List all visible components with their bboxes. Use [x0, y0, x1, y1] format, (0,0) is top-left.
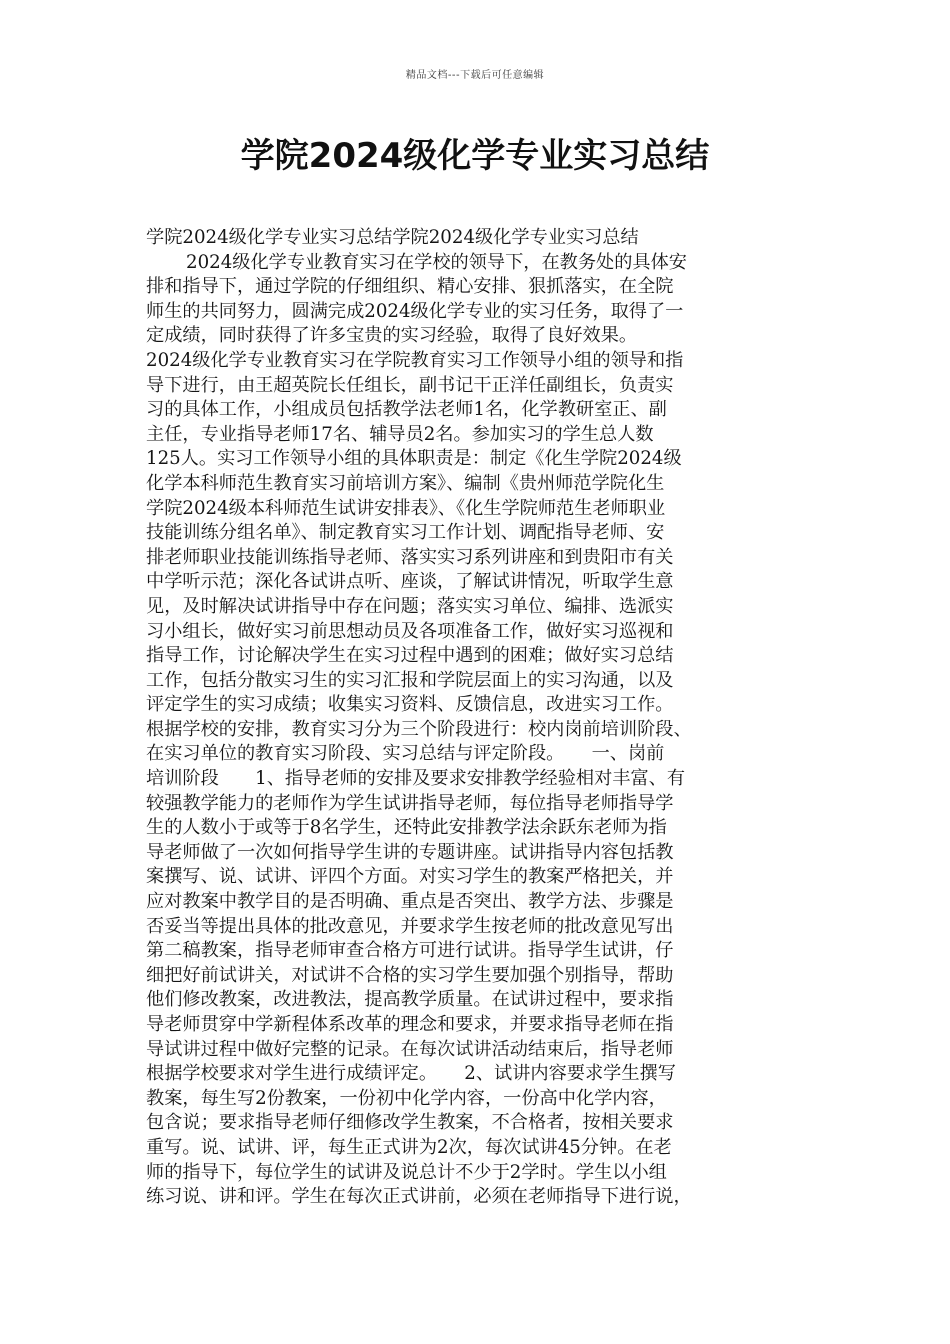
body-line: 中学听示范；深化各试讲点听、座谈，了解试讲情况，听取学生意 — [146, 571, 674, 593]
body-line: 他们修改教案，改进教法，提高教学质量。在试讲过程中，要求指 — [146, 989, 674, 1011]
body-line: 练习说、讲和评。学生在每次正式讲前，必须在老师指导下进行说， — [146, 1186, 692, 1208]
document-title: 学院2024级化学专业实习总结 — [240, 136, 710, 176]
header-note: 精品文档---下载后可任意编辑 — [405, 70, 545, 81]
body-line: 评定学生的实习成绩；收集实习资料、反馈信息，改进实习工作。 — [146, 694, 674, 716]
body-line: 见，及时解决试讲指导中存在问题；落实实习单位、编排、选派实 — [146, 595, 674, 617]
body-line: 主任，专业指导老师17名、辅导员2名。参加实习的学生总人数 — [146, 423, 654, 445]
body-line: 导老师贯穿中学新程体系改革的理念和要求，并要求指导老师在指 — [146, 1014, 674, 1035]
body-line: 2024级化学专业教育实习在学校的领导下，在教务处的具体安 — [186, 251, 687, 273]
body-line: 习的具体工作，小组成员包括教学法老师1名，化学教研室正、副 — [146, 399, 667, 421]
body-line: 教案，每生写2份教案，一份初中化学内容，一份高中化学内容， — [146, 1087, 667, 1109]
body-line: 学院2024级本科师范生试讲安排表》、《化生学院师范生老师职业 — [146, 497, 666, 519]
body-line: 定成绩，同时获得了许多宝贵的实习经验，取得了良好效果。 — [146, 325, 638, 347]
body-line: 学院2024级化学专业实习总结学院2024级化学专业实习总结 — [146, 227, 639, 248]
body-line: 根据学校要求对学生进行成绩评定。 2、试讲内容要求学生撰写 — [146, 1063, 676, 1085]
body-line: 125人。实习工作领导小组的具体职责是：制定《化生学院2024级 — [146, 448, 682, 470]
body-line: 工作，包括分散实习生的实习汇报和学院层面上的实习沟通，以及 — [146, 669, 674, 691]
body-line: 在实习单位的教育实习阶段、实习总结与评定阶段。 一、岗前 — [146, 743, 665, 765]
body-line: 案撰写、说、试讲、评四个方面。对实习学生的教案严格把关，并 — [146, 866, 674, 888]
body-line: 较强教学能力的老师作为学生试讲指导老师，每位指导老师指导学 — [146, 792, 674, 814]
body-line: 导下进行，由王超英院长任组长，副书记干正洋任副组长，负责实 — [146, 374, 674, 396]
body-line: 师生的共同努力，圆满完成2024级化学专业的实习任务，取得了一 — [146, 300, 684, 322]
body-line: 排老师职业技能训练指导老师、落实实习系列讲座和到贵阳市有关 — [146, 546, 674, 568]
body-line: 包含说；要求指导老师仔细修改学生教案，不合格者，按相关要求 — [146, 1112, 674, 1134]
body-line: 培训阶段 1、指导老师的安排及要求安排教学经验相对丰富、有 — [146, 768, 686, 790]
body-line: 指导工作，讨论解决学生在实习过程中遇到的困难；做好实习总结 — [146, 645, 674, 667]
body-line: 排和指导下，通过学院的仔细组织、精心安排、狠抓落实，在全院 — [146, 276, 674, 298]
body-line: 习小组长，做好实习前思想动员及各项准备工作，做好实习巡视和 — [146, 620, 674, 642]
body-line: 生的人数小于或等于8名学生，还特此安排教学法余跃东老师为指 — [146, 817, 667, 839]
body-line: 化学本科师范生教育实习前培训方案》、编制《贵州师范学院化生 — [146, 472, 665, 494]
body-line: 根据学校的安排，教育实习分为三个阶段进行：校内岗前培训阶段、 — [146, 718, 692, 740]
body-line: 2024级化学专业教育实习在学院教育实习工作领导小组的领导和指 — [146, 349, 684, 371]
body-line: 技能训练分组名单》、制定教育实习工作计划、调配指导老师、安 — [146, 522, 665, 544]
body-line: 重写。说、试讲、评，每生正式讲为2次，每次试讲45分钟。在老 — [146, 1136, 672, 1158]
body-line: 师的指导下，每位学生的试讲及说总计不少于2学时。学生以小组 — [146, 1161, 667, 1183]
body-line: 导老师做了一次如何指导学生讲的专题讲座。试讲指导内容包括教 — [146, 841, 674, 863]
body-line: 第二稿教案，指导老师审查合格方可进行试讲。指导学生试讲，仔 — [146, 940, 674, 962]
document-body — [146, 226, 826, 1210]
body-line: 应对教案中教学目的是否明确、重点是否突出、教学方法、步骤是 — [146, 891, 674, 913]
body-line: 细把好前试讲关，对试讲不合格的实习学生要加强个别指导，帮助 — [146, 964, 674, 986]
body-line: 导试讲过程中做好完整的记录。在每次试讲活动结束后，指导老师 — [146, 1038, 674, 1060]
body-line: 否妥当等提出具体的批改意见，并要求学生按老师的批改意见写出 — [146, 915, 674, 937]
